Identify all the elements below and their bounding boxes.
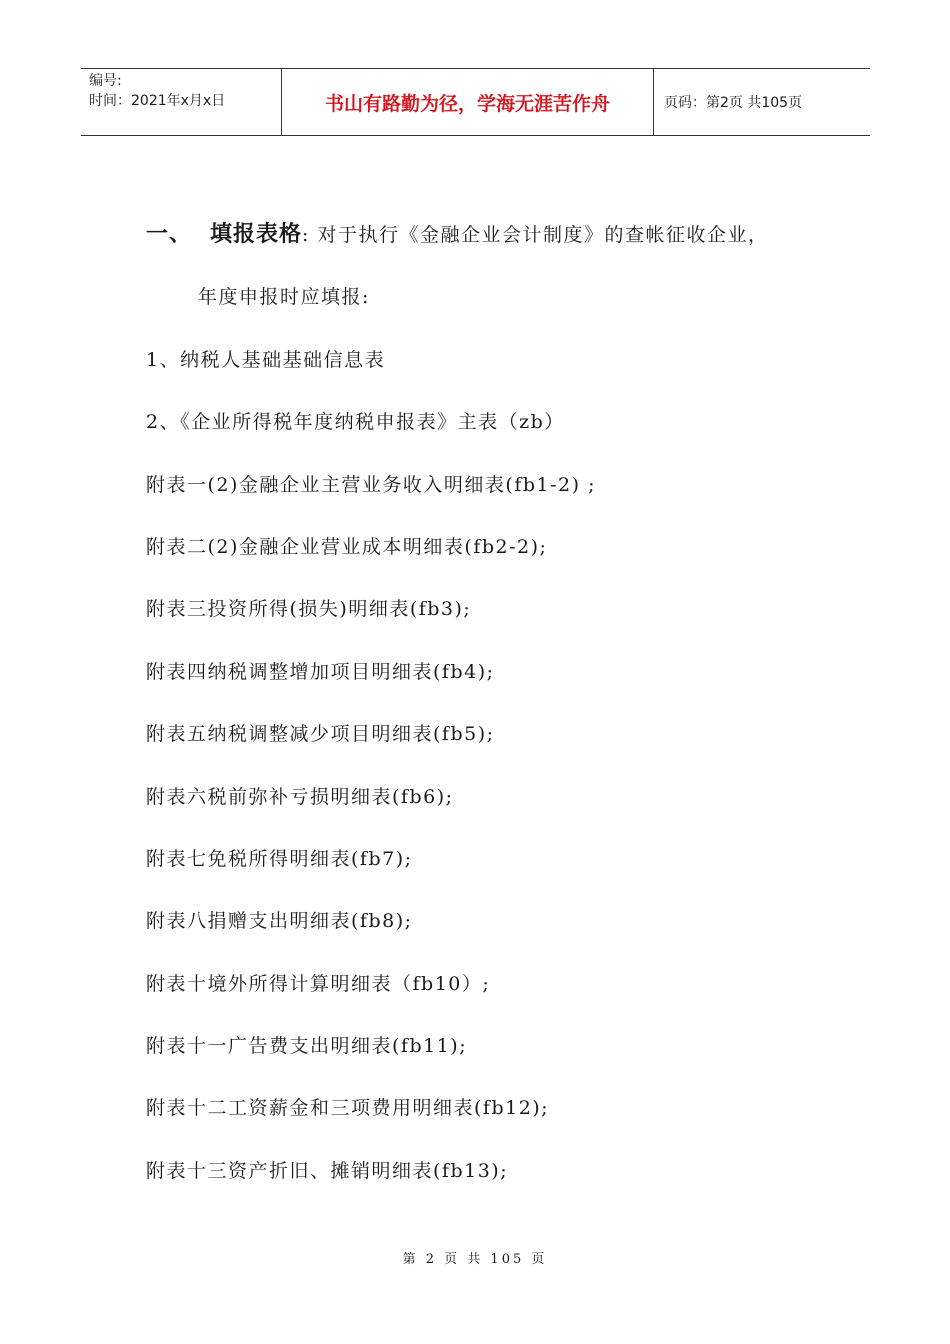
list-item: 附表十一广告费支出明细表(fb11);: [146, 1035, 468, 1058]
section-title: 填报表格: [210, 222, 303, 247]
list-item: 附表一(2)金融企业主营业务收入明细表(fb1-2) ;: [146, 473, 596, 496]
page-footer: 第 2 页 共 105 页: [402, 1252, 548, 1267]
list-item: 附表五纳税调整减少项目明细表(fb5);: [146, 723, 495, 746]
list-item: 附表七免税所得明细表(fb7);: [146, 847, 413, 870]
list-item: 附表十二工资薪金和三项费用明细表(fb12);: [146, 1097, 550, 1120]
section-number: 一、: [146, 222, 193, 247]
header-motto: 书山有路勤为径，学海无涯苦作舟: [282, 69, 654, 135]
page-header: [81, 68, 870, 136]
document-body: [146, 212, 866, 1210]
list-item: 年度申报时应填报:: [198, 286, 370, 309]
list-item: 附表二(2)金融企业营业成本明细表(fb2-2);: [146, 535, 548, 558]
list-item: 附表十境外所得计算明细表（fb10）;: [146, 972, 491, 995]
header-meta: [81, 69, 282, 135]
list-item: 1、纳税人基础基础信息表: [146, 348, 386, 371]
list-item: 附表三投资所得(损失)明细表(fb3);: [146, 598, 472, 621]
header-page-number: 页码：第2页 共105页: [664, 95, 803, 111]
document-date: 时间：2021年x月x日: [89, 93, 226, 109]
section-heading: [146, 212, 866, 274]
list-item: 附表八捐赠支出明细表(fb8);: [146, 910, 413, 933]
list-item: 附表四纳税调整增加项目明细表(fb4);: [146, 660, 495, 683]
document-number: 编号:: [89, 73, 122, 89]
list-item: 附表十三资产折旧、摊销明细表(fb13);: [146, 1159, 509, 1182]
section-text: : 对于执行《金融企业会计制度》的查帐征收企业，: [302, 224, 769, 246]
list-item: 2、《企业所得税年度纳税申报表》主表（zb）: [146, 411, 565, 434]
list-item: 附表六税前弥补亏损明细表(fb6);: [146, 785, 454, 808]
